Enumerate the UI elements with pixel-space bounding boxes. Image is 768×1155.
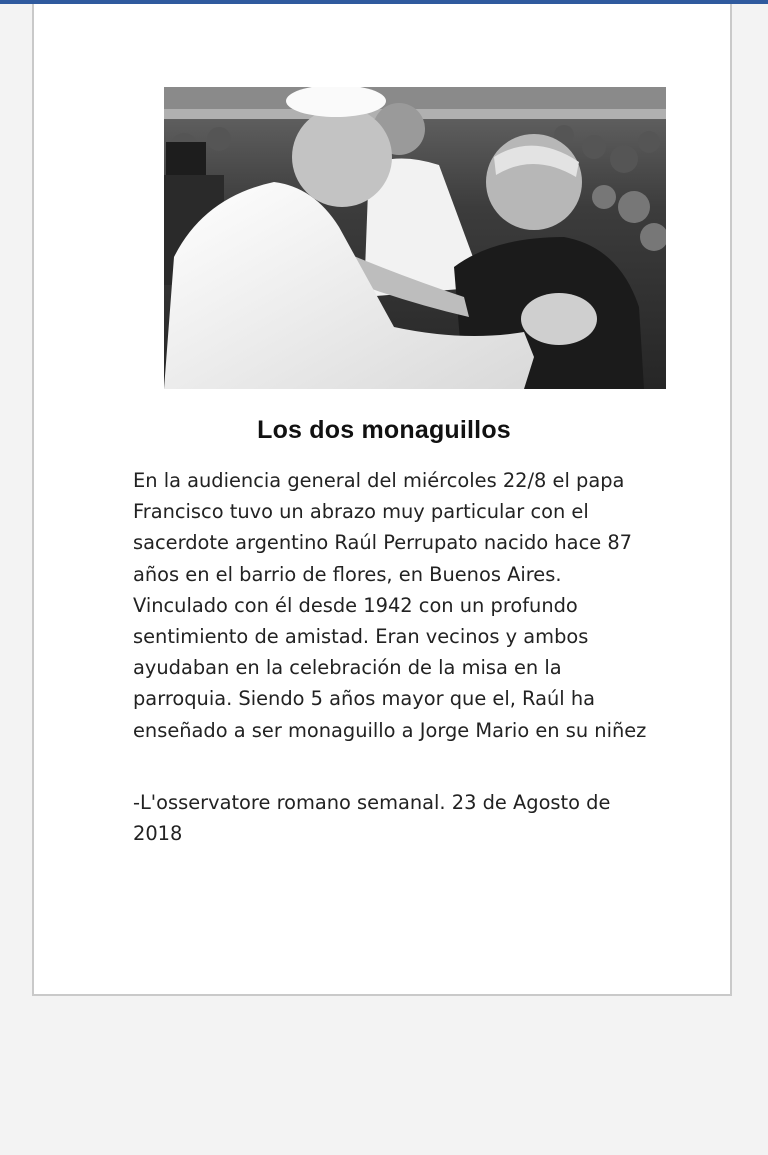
document-page	[32, 4, 732, 996]
article-photo	[164, 87, 666, 389]
article-citation: -L'osservatore romano semanal. 23 de Agosto de 2018	[133, 791, 611, 846]
article-title: Los dos monaguillos	[257, 416, 511, 444]
article-body: En la audiencia general del miércoles 22/8 el papa Francisco tuvo un abrazo muy particular con el sacerdote argentino Raúl Perrupato nacido hace 87 años en el barrio de flores, en Buenos Aires. Vinculado con él desde 1942 con un profundo sentimiento de amistad. Eran vecinos y ambos ayudaban en la celebración de la misa en la parroquia. Siendo 5 años mayor que el, Raúl ha enseñado a ser monaguillo a Jorge Mario en su niñez	[133, 469, 647, 742]
